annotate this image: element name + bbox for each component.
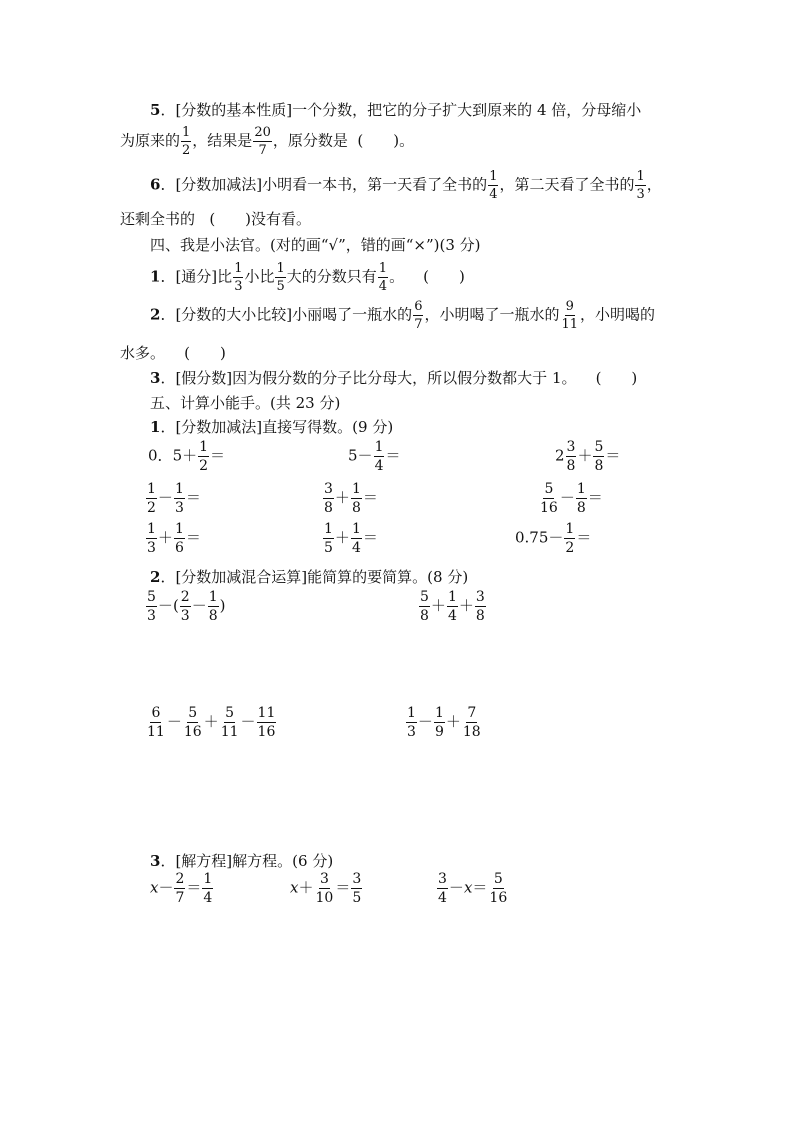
fraction: $\frac{1}{4}$ xyxy=(447,589,457,624)
exercise-f: $\frac{5}{16}$ － $\frac{1}{8}$ ＝ xyxy=(540,481,603,516)
answer-blank[interactable]: ( ) xyxy=(184,344,226,362)
question-number: 1 xyxy=(150,418,161,436)
question-text: 因为假分数的分子比分母大，所以假分数都大于 1。 xyxy=(232,369,577,387)
calc-1-title: 1．[分数加减法]直接写得数。(9 分) xyxy=(150,418,394,436)
section-5-title: 五、计算小能手。(共 23 分) xyxy=(150,394,341,412)
answer-blank[interactable]: ( )。 xyxy=(357,131,415,150)
question-tag: [分数的大小比较] xyxy=(175,305,293,324)
question-number: 3 xyxy=(150,852,161,870)
question-number: 6 xyxy=(150,175,161,194)
fraction: $\frac{1}{3}$ xyxy=(234,261,243,294)
fraction: $\frac{3}{4}$ xyxy=(438,871,447,906)
question-tag: [分数加减法] xyxy=(175,175,263,194)
fraction: $\frac{3}{10}$ xyxy=(315,871,334,906)
question-text: 直接写得数。(9 分) xyxy=(262,418,394,436)
fraction: $\frac{11}{16}$ xyxy=(257,705,276,740)
question-text: 一个分数，把它的分子扩大到原来的 4 倍，分母缩小 xyxy=(292,101,642,119)
judge-3: 3．[假分数]因为假分数的分子比分母大，所以假分数都大于 1。 ( ) xyxy=(150,369,638,387)
fraction: $\frac{1}{3}$ xyxy=(407,705,416,740)
question-number: 2 xyxy=(150,568,161,586)
fraction: $\frac{5}{3}$ xyxy=(147,589,156,624)
answer-blank[interactable]: ( ) xyxy=(423,267,465,286)
fraction: $\frac{3}{8}$ xyxy=(566,439,576,474)
fraction: $\frac{7}{18}$ xyxy=(462,705,481,740)
question-tag: [分数加减法] xyxy=(175,418,263,436)
fraction: $\frac{6}{7}$ xyxy=(414,299,423,332)
equation-c: $\frac{3}{4}$ －x＝ $\frac{5}{16}$ xyxy=(438,871,508,906)
fraction: $\frac{20}{7}$ xyxy=(254,125,271,158)
fraction: $\frac{1}{2}$ xyxy=(182,125,191,158)
fraction: $\frac{1}{2}$ xyxy=(147,481,156,516)
mix-a: $\frac{5}{3}$ －( $\frac{2}{3}$ － $\frac{1}{8}$ ) xyxy=(147,589,226,624)
fraction: $\frac{3}{8}$ xyxy=(324,481,333,516)
fraction: $\frac{1}{4}$ xyxy=(374,439,384,474)
section-4-title: 四、我是小法官。(对的画“√”，错的画“×”)(3 分) xyxy=(150,236,481,254)
answer-blank[interactable]: ( )没有看。 xyxy=(209,210,312,228)
fraction: $\frac{6}{11}$ xyxy=(147,705,165,740)
mix-b: $\frac{5}{8}$ ＋ $\frac{1}{4}$ ＋ $\frac{3}{8}$ xyxy=(420,589,485,624)
equation-a: x－ $\frac{2}{7}$ ＝ $\frac{1}{4}$ xyxy=(150,871,213,906)
question-text: ，第二天看了全书的 xyxy=(499,175,635,194)
fraction: $\frac{1}{3}$ xyxy=(636,169,645,202)
fraction: $\frac{5}{16}$ xyxy=(540,481,558,516)
fraction: $\frac{1}{3}$ xyxy=(147,521,156,556)
fraction: $\frac{5}{11}$ xyxy=(220,705,239,740)
judge-2-line-2: 水多。 ( ) xyxy=(120,344,226,362)
question-6-line-1: 6．[分数加减法]小明看一本书，第一天看了全书的 $\frac{1}{4}$ ，第二天看了全书的 $\frac{1}{3}$ ， xyxy=(150,169,662,202)
exercise-a: 0．5＋ $\frac{1}{2}$ ＝ xyxy=(148,439,226,474)
exercise-d: $\frac{1}{2}$ － $\frac{1}{3}$ ＝ xyxy=(147,481,201,516)
question-6-line-2 xyxy=(120,208,311,229)
exercise-b: 5－ $\frac{1}{4}$ ＝ xyxy=(348,439,401,474)
question-text: ，结果是 xyxy=(192,131,253,150)
fraction: $\frac{1}{4}$ xyxy=(378,261,388,294)
answer-blank[interactable]: ( ) xyxy=(595,369,638,387)
fraction: $\frac{5}{8}$ xyxy=(420,589,429,624)
exercise-g: $\frac{1}{3}$ ＋ $\frac{1}{6}$ ＝ xyxy=(147,521,201,556)
fraction: $\frac{3}{5}$ xyxy=(352,871,362,906)
fraction: $\frac{5}{16}$ xyxy=(489,871,508,906)
fraction: $\frac{1}{2}$ xyxy=(565,521,575,556)
fraction: $\frac{1}{4}$ xyxy=(489,169,498,202)
fraction: $\frac{1}{2}$ xyxy=(199,439,209,474)
fraction: $\frac{9}{11}$ xyxy=(561,299,579,332)
fraction: $\frac{1}{9}$ xyxy=(434,705,444,740)
question-tag: [解方程] xyxy=(175,852,233,870)
question-text: 能简算的要简算。(8 分) xyxy=(307,568,469,586)
fraction: $\frac{1}{3}$ xyxy=(174,481,184,516)
question-tag: [假分数] xyxy=(175,369,233,387)
calc-2-title: 2．[分数加减混合运算]能简算的要简算。(8 分) xyxy=(150,568,469,586)
fraction: $\frac{1}{5}$ xyxy=(276,261,285,294)
question-tag: [分数加减混合运算] xyxy=(175,568,308,586)
fraction: $\frac{3}{8}$ xyxy=(475,589,485,624)
equation-b: x＋ $\frac{3}{10}$ ＝ $\frac{3}{5}$ xyxy=(290,871,362,906)
fraction: $\frac{5}{16}$ xyxy=(183,705,202,740)
question-text: 还剩全书的 xyxy=(120,210,196,228)
fraction: $\frac{2}{3}$ xyxy=(180,589,190,624)
exercise-e: $\frac{3}{8}$ ＋ $\frac{1}{8}$ ＝ xyxy=(324,481,378,516)
fraction: $\frac{1}{4}$ xyxy=(351,521,361,556)
exercise-i: 0.75－ $\frac{1}{2}$ ＝ xyxy=(515,521,592,556)
fraction: $\frac{1}{6}$ xyxy=(174,521,184,556)
judge-1: 1．[通分]比 $\frac{1}{3}$ 小比 $\frac{1}{5}$ 大的分数只有 $\frac{1}{4}$ 。 ( ) xyxy=(150,261,465,294)
question-text: 解方程。(6 分) xyxy=(232,852,334,870)
fraction: $\frac{1}{5}$ xyxy=(324,521,333,556)
judge-2-line-1: 2．[分数的大小比较]小丽喝了一瓶水的 $\frac{6}{7}$ ，小明喝了一瓶水的 $\frac{9}{11}$ ，小明喝的 xyxy=(150,299,656,332)
question-number: 2 xyxy=(150,305,161,324)
exercise-h: $\frac{1}{5}$ ＋ $\frac{1}{4}$ ＝ xyxy=(324,521,378,556)
fraction: $\frac{1}{8}$ xyxy=(208,589,218,624)
question-text: ，原分数是 xyxy=(272,131,348,150)
question-number: 3 xyxy=(150,369,161,387)
mix-c: $\frac{6}{11}$ － $\frac{5}{16}$ ＋ $\frac{5}{11}$ － $\frac{11}{16}$ xyxy=(147,705,276,740)
question-number: 5 xyxy=(150,101,161,119)
mix-d: $\frac{1}{3}$ － $\frac{1}{9}$ ＋ $\frac{7}{18}$ xyxy=(407,705,481,740)
fraction: $\frac{1}{4}$ xyxy=(203,871,213,906)
fraction: $\frac{1}{8}$ xyxy=(576,481,586,516)
calc-3-title: 3．[解方程]解方程。(6 分) xyxy=(150,852,334,870)
question-text: 为原来的 xyxy=(120,131,181,150)
question-5-line-1: 5．[分数的基本性质]一个分数，把它的分子扩大到原来的 4 倍，分母缩小 xyxy=(150,101,642,119)
question-number: 1 xyxy=(150,267,161,286)
question-5-line-2 xyxy=(120,126,414,157)
fraction: $\frac{5}{8}$ xyxy=(594,439,604,474)
question-tag: [分数的基本性质] xyxy=(175,101,293,119)
fraction: $\frac{2}{7}$ xyxy=(175,871,185,906)
question-tag: [通分] xyxy=(175,267,218,286)
exercise-c: 2 $\frac{3}{8}$ ＋ $\frac{5}{8}$ ＝ xyxy=(555,439,621,474)
fraction: $\frac{1}{8}$ xyxy=(351,481,361,516)
question-text: 小明看一本书，第一天看了全书的 xyxy=(262,175,488,194)
